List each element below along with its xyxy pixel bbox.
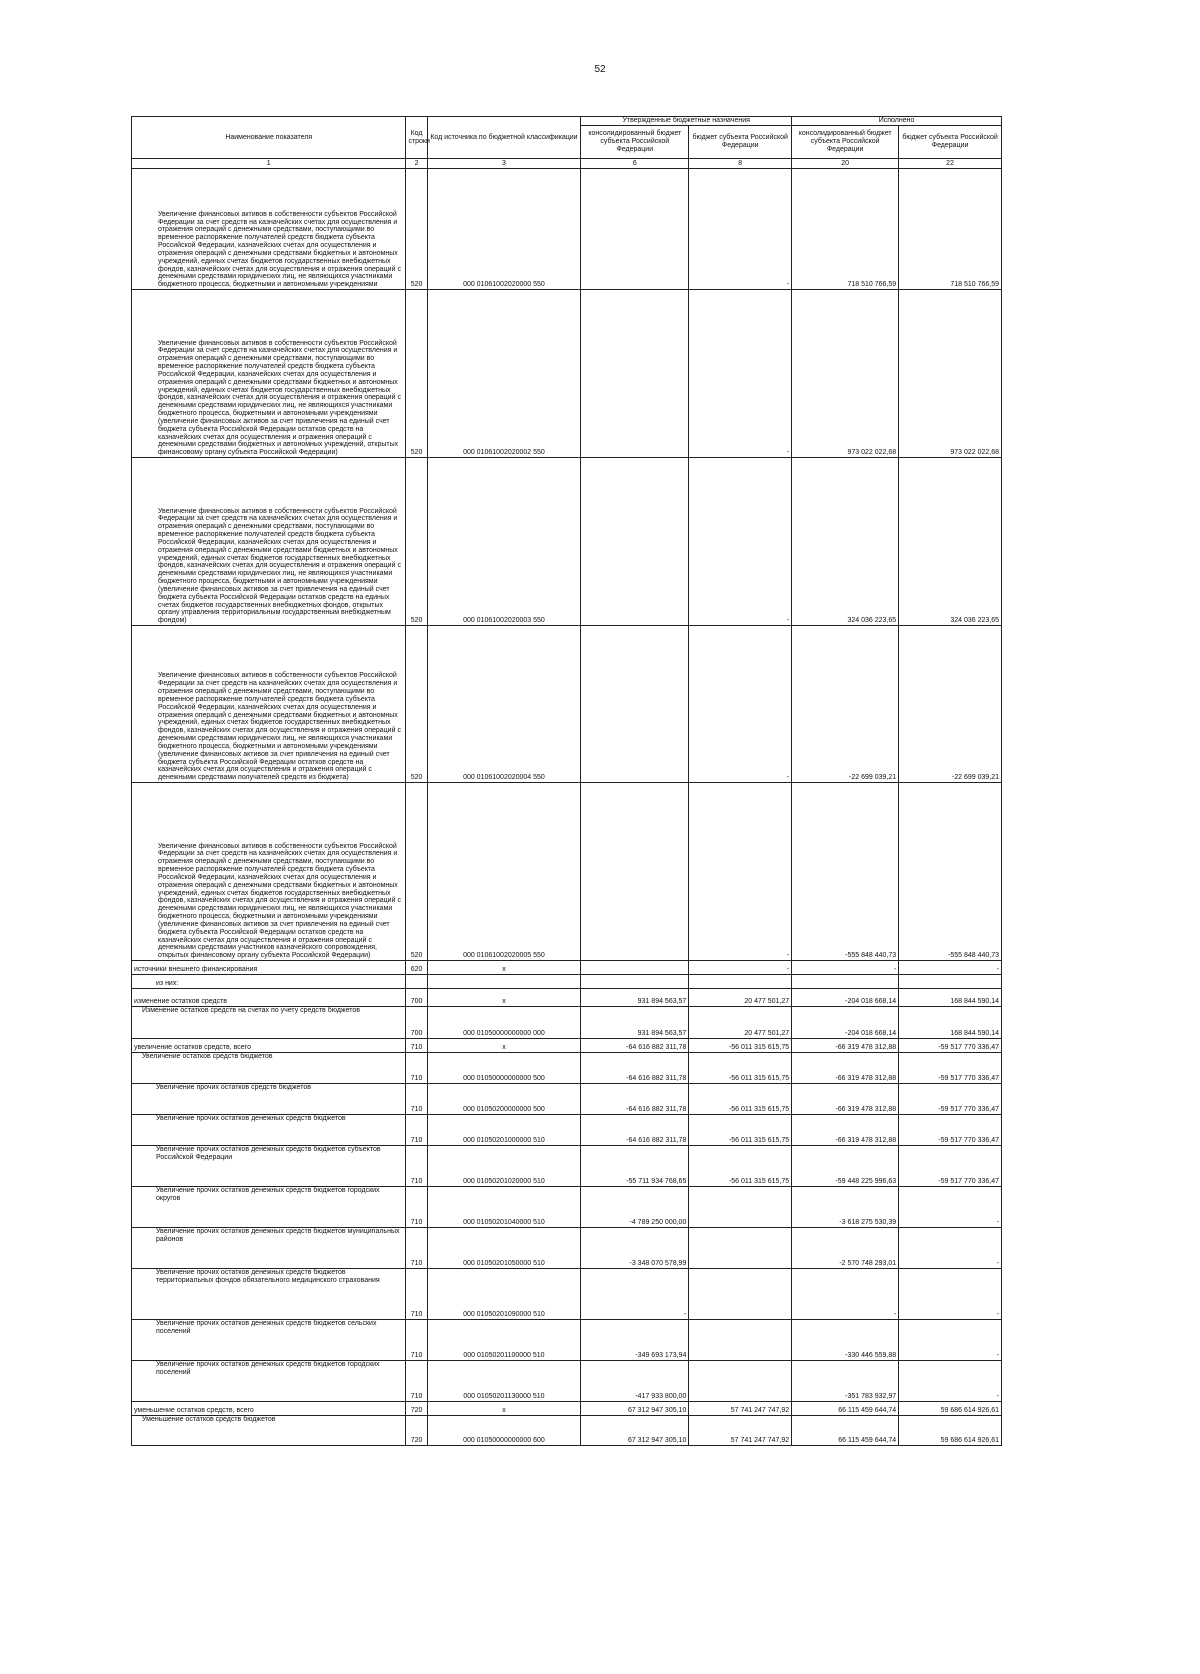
row-name: Увеличение прочих остатков денежных средств бюджетов городских поселений (132, 1361, 406, 1402)
row-name: Увеличение прочих остатков средств бюджетов (132, 1084, 406, 1115)
table-row (132, 1039, 1002, 1053)
col-num: 1 (132, 159, 406, 169)
row-v8 (689, 975, 792, 989)
row-v22: 973 022 022,68 (899, 290, 1002, 458)
row-source: 000 01050000000000 500 (427, 1053, 581, 1084)
row-source: 000 01050201020000 510 (427, 1146, 581, 1187)
row-v6: 67 312 947 305,10 (581, 1416, 689, 1446)
row-v6: -417 933 800,00 (581, 1361, 689, 1402)
row-v20: -2 570 748 293,01 (792, 1228, 899, 1269)
row-code: 720 (406, 1416, 427, 1446)
row-v22: 324 036 223,65 (899, 458, 1002, 626)
row-v6 (581, 783, 689, 961)
row-v8 (689, 1361, 792, 1402)
row-v8: -56 011 315 615,75 (689, 1084, 792, 1115)
row-v22: -59 517 770 336,47 (899, 1115, 1002, 1146)
row-v20: -555 848 440,73 (792, 783, 899, 961)
table-row (132, 1361, 1002, 1402)
table-row (132, 1115, 1002, 1146)
row-source: x (427, 1039, 581, 1053)
row-v6: 931 894 563,57 (581, 989, 689, 1007)
row-name: Увеличение прочих остатков денежных средств бюджетов городских округов (132, 1187, 406, 1228)
row-v6: -64 616 882 311,78 (581, 1084, 689, 1115)
row-v20: -59 448 225 996,63 (792, 1146, 899, 1187)
col-num: 22 (899, 159, 1002, 169)
row-v22: -59 517 770 336,47 (899, 1053, 1002, 1084)
table-row (132, 989, 1002, 1007)
row-name: Увеличение финансовых активов в собственности субъектов Российской Федерации за счет средств на казначейских счетах для осуществления и отражения операций с денежными средствами, поступающими во временное распоряжение получателей средств бюджета субъекта Российской Федерации, казначейских счетах для осуществления и отражения операций с денежными средствами бюджетных и автономных учреждений, единых счетах бюджетов государственных внебюджетных фондов, казначейских счетах для осуществления и отражения операций с денежными средствами юридических лиц, не являющихся участниками бюджетного процесса, бюджетными и автономными учреждениями (увеличение финансовых активов за счет привлечения на единый счет бюджета субъекта Российской Федерации остатков средств на казначейских счетах для осуществления и отражения операций с денежными средствами получателей средств из бюджета) (132, 626, 406, 783)
row-v6: -349 693 173,94 (581, 1320, 689, 1361)
row-source: x (427, 989, 581, 1007)
row-v6 (581, 961, 689, 975)
row-name: Увеличение прочих остатков денежных средств бюджетов субъектов Российской Федерации (132, 1146, 406, 1187)
row-code: 620 (406, 961, 427, 975)
row-name: Увеличение прочих остатков денежных средств бюджетов территориальных фондов обязательного медицинского страхования (132, 1269, 406, 1320)
row-v8: - (689, 783, 792, 961)
table-row (132, 1187, 1002, 1228)
row-v8: -56 011 315 615,75 (689, 1053, 792, 1084)
row-v6: - (581, 1269, 689, 1320)
row-v20: 973 022 022,68 (792, 290, 899, 458)
header-subject-exec: бюджет субъекта Российской Федерации (899, 126, 1002, 159)
row-source: 000 01050201090000 510 (427, 1269, 581, 1320)
row-source: 000 01061002020002 550 (427, 290, 581, 458)
table-row (132, 1269, 1002, 1320)
header-consolidated: консолидированный бюджет субъекта Российской Федерации (581, 126, 689, 159)
row-v6: -64 616 882 311,78 (581, 1115, 689, 1146)
row-v20: -66 319 478 312,88 (792, 1115, 899, 1146)
row-v22: - (899, 1320, 1002, 1361)
header-code: Код строки (406, 117, 427, 159)
row-source: 000 01050200000000 500 (427, 1084, 581, 1115)
table-row (132, 783, 1002, 961)
row-code: 520 (406, 626, 427, 783)
row-v20: -351 783 932,97 (792, 1361, 899, 1402)
row-v6 (581, 290, 689, 458)
header-approved: Утвержденные бюджетные назначения (581, 117, 792, 126)
row-v22 (899, 975, 1002, 989)
row-v8: - (689, 169, 792, 290)
row-code: 710 (406, 1361, 427, 1402)
row-v6: -3 348 070 578,99 (581, 1228, 689, 1269)
row-v8 (689, 1320, 792, 1361)
row-v8: 57 741 247 747,92 (689, 1402, 792, 1416)
row-name: Изменение остатков средств на счетах по учету средств бюджетов (132, 1007, 406, 1039)
row-v22: -555 848 440,73 (899, 783, 1002, 961)
row-name: Уменьшение остатков средств бюджетов (132, 1416, 406, 1446)
row-source: 000 01050201000000 510 (427, 1115, 581, 1146)
row-name: Увеличение остатков средств бюджетов (132, 1053, 406, 1084)
row-v8: 20 477 501,27 (689, 989, 792, 1007)
row-v8: -56 011 315 615,75 (689, 1115, 792, 1146)
row-v22: 168 844 590,14 (899, 1007, 1002, 1039)
table-row (132, 1084, 1002, 1115)
row-name: Увеличение финансовых активов в собственности субъектов Российской Федерации за счет средств на казначейских счетах для осуществления и отражения операций с денежными средствами, поступающими во временное распоряжение получателей средств бюджета субъекта Российской Федерации, казначейских счетах для осуществления и отражения операций с денежными средствами бюджетных и автономных учреждений, единых счетах бюджетов государственных внебюджетных фондов, казначейских счетах для осуществления и отражения операций с денежными средствами юридических лиц, не являющихся участниками бюджетного процесса, бюджетными и автономными учреждениями (увеличение финансовых активов за счет привлечения на единый счет бюджета субъекта Российской Федерации остатков средств на казначейских счетах для осуществления и отражения операций с денежными средствами участников казначейского сопровождения, открытых финансовому органу субъекта Российской Федерации) (132, 783, 406, 961)
row-v8: -56 011 315 615,75 (689, 1146, 792, 1187)
row-code (406, 975, 427, 989)
row-v6 (581, 975, 689, 989)
table-row (132, 1007, 1002, 1039)
header-consolidated-exec: консолидированный бюджет субъекта Российской Федерации (792, 126, 899, 159)
budget-report-table (131, 116, 1002, 1446)
row-v6 (581, 458, 689, 626)
row-source: 000 01050000000000 000 (427, 1007, 581, 1039)
row-v20: - (792, 961, 899, 975)
row-code: 520 (406, 783, 427, 961)
row-code: 710 (406, 1115, 427, 1146)
row-v22: 59 686 614 926,61 (899, 1416, 1002, 1446)
row-code: 520 (406, 169, 427, 290)
table-row (132, 1320, 1002, 1361)
row-v20 (792, 975, 899, 989)
row-v8: - (689, 961, 792, 975)
row-source: 000 01050201130000 510 (427, 1361, 581, 1402)
col-num: 8 (689, 159, 792, 169)
table-row (132, 1416, 1002, 1446)
row-v8: -56 011 315 615,75 (689, 1039, 792, 1053)
header-executed: Исполнено (792, 117, 1002, 126)
row-v20: 718 510 766,59 (792, 169, 899, 290)
row-v8: - (689, 626, 792, 783)
col-num: 6 (581, 159, 689, 169)
row-name: увеличение остатков средств, всего (132, 1039, 406, 1053)
row-v6: -64 616 882 311,78 (581, 1053, 689, 1084)
row-source: 000 01061002020004 550 (427, 626, 581, 783)
row-source: 000 01050201040000 510 (427, 1187, 581, 1228)
row-code: 710 (406, 1269, 427, 1320)
row-name: уменьшение остатков средств, всего (132, 1402, 406, 1416)
table-row (132, 961, 1002, 975)
header-subject: бюджет субъекта Российской Федерации (689, 126, 792, 159)
row-v8: 20 477 501,27 (689, 1007, 792, 1039)
row-name: изменение остатков средств (132, 989, 406, 1007)
row-v22: 718 510 766,59 (899, 169, 1002, 290)
row-source: 000 01061002020003 550 (427, 458, 581, 626)
row-v8: - (689, 458, 792, 626)
row-v22: 168 844 590,14 (899, 989, 1002, 1007)
row-v6: -55 711 934 768,65 (581, 1146, 689, 1187)
row-source (427, 975, 581, 989)
row-code: 710 (406, 1228, 427, 1269)
table-row (132, 1402, 1002, 1416)
header-name: Наименование показателя (132, 117, 406, 159)
row-v6 (581, 626, 689, 783)
row-v6: 931 894 563,57 (581, 1007, 689, 1039)
row-v6 (581, 169, 689, 290)
row-v22: -59 517 770 336,47 (899, 1039, 1002, 1053)
header-source: Код источника по бюджетной классификации (427, 117, 581, 159)
row-v22: - (899, 1187, 1002, 1228)
row-v6: -64 616 882 311,78 (581, 1039, 689, 1053)
row-v22: - (899, 961, 1002, 975)
row-source: 000 01050000000000 600 (427, 1416, 581, 1446)
row-name: Увеличение прочих остатков денежных средств бюджетов (132, 1115, 406, 1146)
row-name: Увеличение прочих остатков денежных средств бюджетов муниципальных районов (132, 1228, 406, 1269)
table-row (132, 458, 1002, 626)
row-v20: -22 699 039,21 (792, 626, 899, 783)
row-source: 000 01050201050000 510 (427, 1228, 581, 1269)
row-v22: - (899, 1228, 1002, 1269)
row-v20: -66 319 478 312,88 (792, 1053, 899, 1084)
row-v20: 324 036 223,65 (792, 458, 899, 626)
row-code: 720 (406, 1402, 427, 1416)
row-code: 710 (406, 1320, 427, 1361)
row-code: 520 (406, 290, 427, 458)
row-code: 700 (406, 1007, 427, 1039)
row-code: 710 (406, 1084, 427, 1115)
row-v20: -66 319 478 312,88 (792, 1039, 899, 1053)
row-source: 000 01061002020000 550 (427, 169, 581, 290)
row-v20: 66 115 459 644,74 (792, 1416, 899, 1446)
row-name: Увеличение прочих остатков денежных средств бюджетов сельских поселений (132, 1320, 406, 1361)
row-v20: -3 618 275 530,39 (792, 1187, 899, 1228)
row-source: 000 01050201100000 510 (427, 1320, 581, 1361)
row-name: Увеличение финансовых активов в собственности субъектов Российской Федерации за счет средств на казначейских счетах для осуществления и отражения операций с денежными средствами, поступающими во временное распоряжение получателей средств бюджета субъекта Российской Федерации, казначейских счетах для осуществления и отражения операций с денежными средствами бюджетных и автономных учреждений, единых счетах бюджетов государственных внебюджетных фондов, казначейских счетах для осуществления и отражения операций с денежными средствами юридических лиц, не являющихся участниками бюджетного процесса, бюджетными и автономными учреждениями (увеличение финансовых активов за счет привлечения на единый счет бюджета субъекта Российской Федерации остатков средств на единых счетах бюджетов государственных внебюджетных фондов, открытых органу управления территориальным государственным внебюджетным фондом) (132, 458, 406, 626)
row-code: 710 (406, 1053, 427, 1084)
table-row (132, 169, 1002, 290)
table-row (132, 975, 1002, 989)
col-num: 3 (427, 159, 581, 169)
row-v20: -204 018 668,14 (792, 989, 899, 1007)
table-row (132, 626, 1002, 783)
table-row (132, 1053, 1002, 1084)
row-name: Увеличение финансовых активов в собственности субъектов Российской Федерации за счет средств на казначейских счетах для осуществления и отражения операций с денежными средствами, поступающими во временное распоряжение получателей средств бюджета субъекта Российской Федерации, казначейских счетах для осуществления и отражения операций с денежными средствами бюджетных и автономных учреждений, единых счетах бюджетов государственных внебюджетных фондов, казначейских счетах для осуществления и отражения операций с денежными средствами юридических лиц, не являющихся участниками бюджетного процесса, бюджетными и автономными учреждениями (увеличение финансовых активов за счет привлечения на единый счет бюджета субъекта Российской Федерации остатков средств на казначейских счетах для осуществления и отражения операций с денежными средствами бюджетных и автономных учреждений, открытых финансовому органу субъекта Российской Федерации) (132, 290, 406, 458)
col-num: 20 (792, 159, 899, 169)
row-v20: - (792, 1269, 899, 1320)
table-row (132, 1228, 1002, 1269)
row-v20: 66 115 459 644,74 (792, 1402, 899, 1416)
row-v20: -330 446 559,88 (792, 1320, 899, 1361)
row-v8: 57 741 247 747,92 (689, 1416, 792, 1446)
table-row (132, 1146, 1002, 1187)
row-v8: - (689, 290, 792, 458)
row-v8 (689, 1228, 792, 1269)
row-source: x (427, 1402, 581, 1416)
row-name: из них: (132, 975, 406, 989)
table-row (132, 290, 1002, 458)
row-source: x (427, 961, 581, 975)
row-v22: -59 517 770 336,47 (899, 1084, 1002, 1115)
row-v8 (689, 1269, 792, 1320)
row-code: 710 (406, 1187, 427, 1228)
row-code: 700 (406, 989, 427, 1007)
col-num: 2 (406, 159, 427, 169)
row-v22: -59 517 770 336,47 (899, 1146, 1002, 1187)
row-v22: - (899, 1269, 1002, 1320)
row-name: Увеличение финансовых активов в собственности субъектов Российской Федерации за счет средств на казначейских счетах для осуществления и отражения операций с денежными средствами, поступающими во временное распоряжение получателей средств бюджета субъекта Российской Федерации, казначейских счетах для осуществления и отражения операций с денежными средствами бюджетных и автономных учреждений, единых счетах бюджетов государственных внебюджетных фондов, казначейских счетах для осуществления и отражения операций с денежными средствами юридических лиц, не являющихся участниками бюджетного процесса, бюджетными и автономными учреждениями (132, 169, 406, 290)
row-v6: 67 312 947 305,10 (581, 1402, 689, 1416)
row-code: 710 (406, 1146, 427, 1187)
row-v20: -66 319 478 312,88 (792, 1084, 899, 1115)
row-v8 (689, 1187, 792, 1228)
row-v6: -4 789 250 000,00 (581, 1187, 689, 1228)
row-name: источники внешнего финансирования (132, 961, 406, 975)
row-code: 520 (406, 458, 427, 626)
row-v20: -204 018 668,14 (792, 1007, 899, 1039)
row-v22: - (899, 1361, 1002, 1402)
row-code: 710 (406, 1039, 427, 1053)
row-v22: -22 699 039,21 (899, 626, 1002, 783)
page-number: 52 (594, 64, 606, 75)
row-v22: 59 686 614 926,61 (899, 1402, 1002, 1416)
row-source: 000 01061002020005 550 (427, 783, 581, 961)
